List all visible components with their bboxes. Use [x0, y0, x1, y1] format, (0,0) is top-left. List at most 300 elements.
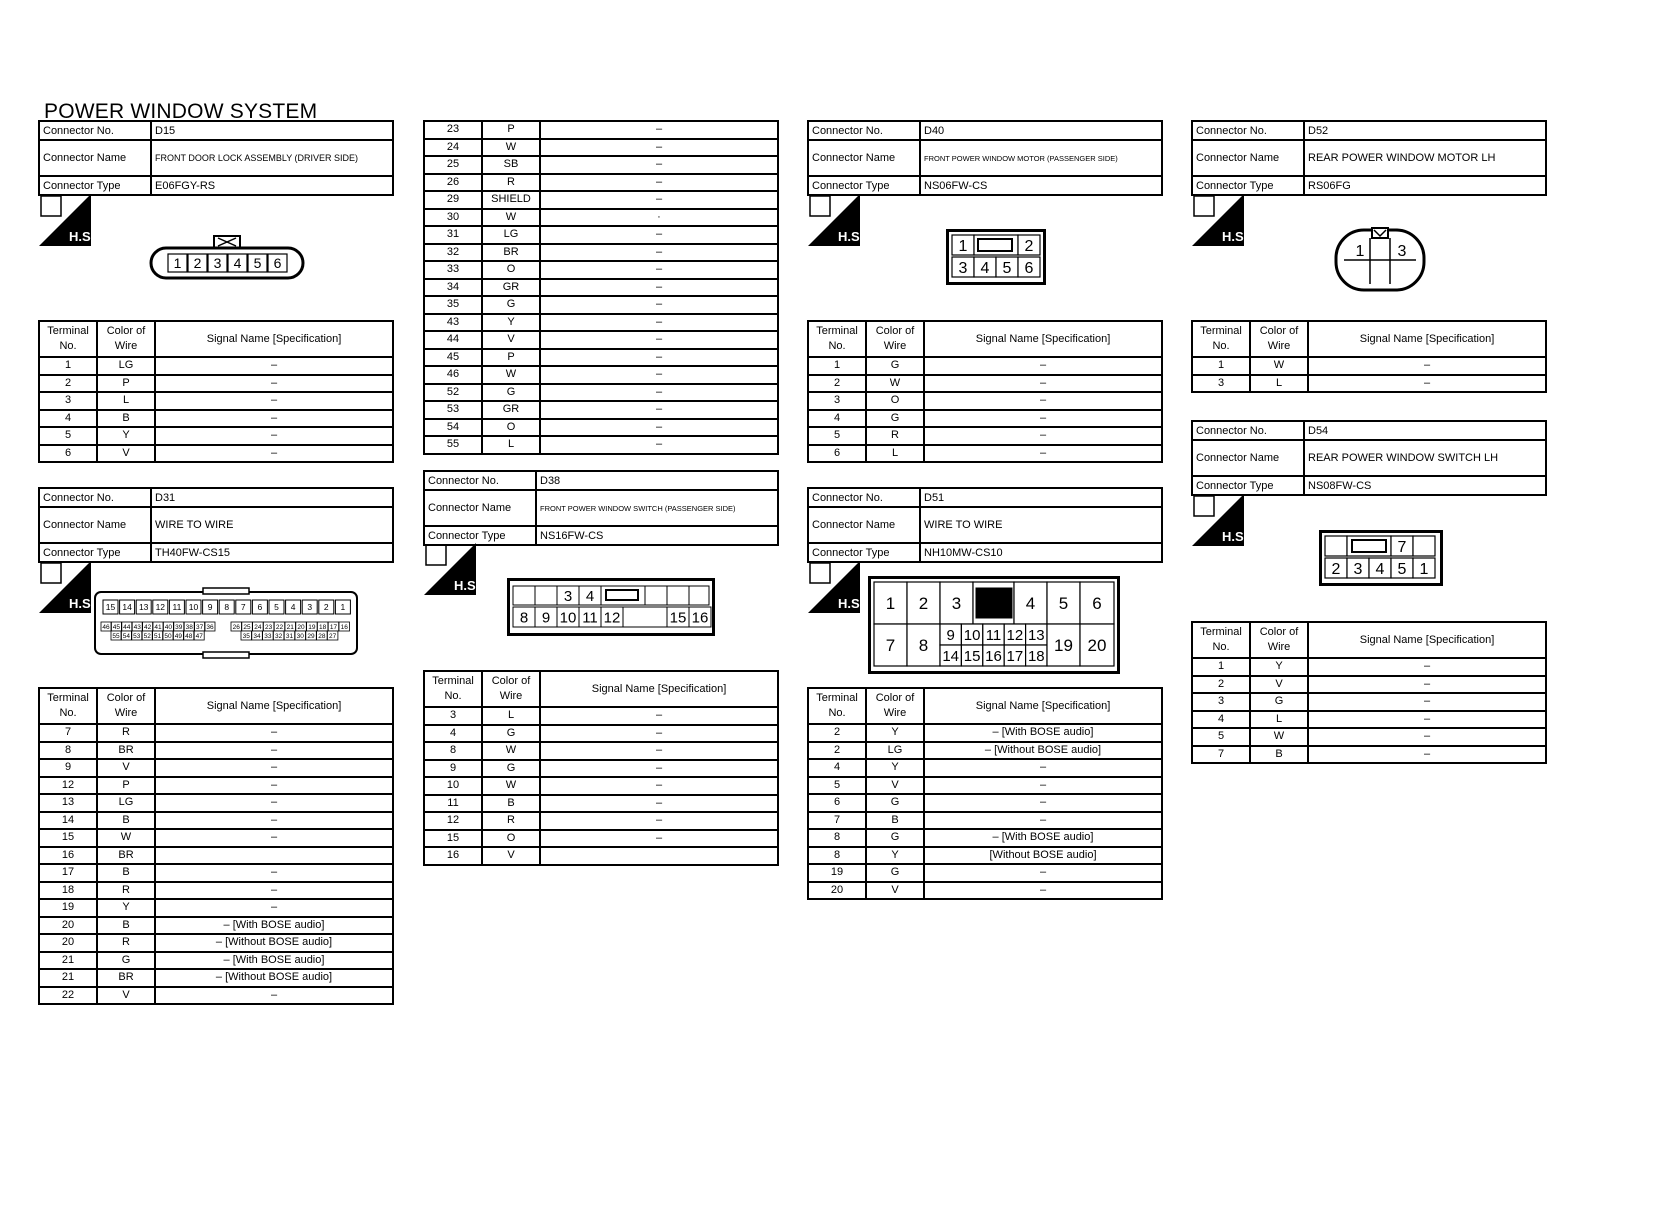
table-row [808, 812, 1162, 830]
pin-number: 42 [143, 623, 152, 631]
terminal-no-cell: 34 [424, 279, 482, 297]
pin-cavity [1413, 536, 1435, 556]
table-row [808, 724, 1162, 742]
svg-text:H.S.: H.S. [69, 596, 95, 611]
table-row [1192, 676, 1546, 694]
signal-name-cell: – [540, 314, 778, 332]
table-row [424, 436, 778, 454]
connector-name: REAR POWER WINDOW SWITCH LH [1304, 440, 1546, 476]
signal-name-cell: – [924, 375, 1162, 393]
pin-number: 29 [307, 632, 315, 640]
signal-name-cell: [Without BOSE audio] [924, 847, 1162, 865]
pin-number: 9 [207, 602, 213, 613]
signal-name-cell: – [155, 410, 393, 428]
wire-color-cell: O [482, 419, 540, 437]
harness-side-icon [39, 561, 95, 613]
pin-table [423, 670, 779, 866]
terminal-no-cell: 16 [39, 847, 97, 865]
terminal-no-cell: 24 [424, 139, 482, 157]
signal-header: Signal Name [Specification] [155, 321, 393, 357]
connector-d54-pins [1191, 621, 1547, 764]
table-row [1192, 357, 1546, 375]
svg-text:H.S.: H.S. [838, 596, 864, 611]
signal-header: Signal Name [Specification] [1308, 321, 1546, 357]
pin-number: 11 [985, 626, 1002, 644]
table-row [39, 392, 393, 410]
terminal-no-cell: 19 [808, 864, 866, 882]
wire-color-cell: O [482, 261, 540, 279]
table-row [808, 777, 1162, 795]
pin-number: 11 [582, 609, 598, 627]
connector-name: WIRE TO WIRE [920, 507, 1162, 543]
terminal-no-cell: 4 [808, 759, 866, 777]
terminal-no-cell: 5 [808, 777, 866, 795]
signal-name-cell: – [With BOSE audio] [924, 829, 1162, 847]
pin-number: 3 [958, 259, 968, 277]
terminal-no-cell: 4 [1192, 711, 1250, 729]
signal-name-cell: – [1308, 746, 1546, 764]
pin-table [1191, 621, 1547, 764]
terminal-no-cell: 23 [424, 121, 482, 139]
pin-number: 14 [122, 602, 132, 613]
terminal-no-cell: 14 [39, 812, 97, 830]
connector-d52-face [1334, 226, 1426, 292]
pin-number: 44 [123, 623, 131, 631]
signal-name-cell: – [155, 445, 393, 463]
wire-color-cell: P [482, 121, 540, 139]
terminal-no-cell: 5 [808, 427, 866, 445]
terminal-no-cell: 4 [808, 410, 866, 428]
table-row [424, 366, 778, 384]
terminal-no-cell: 3 [1192, 375, 1250, 393]
table-row [1192, 728, 1546, 746]
pin-number: 11 [172, 602, 182, 613]
pin-number: 40 [164, 623, 173, 631]
terminal-no-cell: 53 [424, 401, 482, 419]
signal-name-cell: – [540, 121, 778, 139]
connector-no: D15 [151, 121, 393, 140]
table-row [39, 724, 393, 742]
connector-d31-pins [38, 687, 394, 1005]
pin-number: 15 [963, 647, 981, 665]
connector-key [976, 588, 1012, 618]
signal-header: Signal Name [Specification] [540, 671, 778, 707]
connector-type-label: Connector Type [39, 543, 151, 562]
pin-number: 9 [541, 609, 551, 627]
pin-number: 10 [963, 626, 981, 644]
terminal-no-cell: 2 [808, 742, 866, 760]
pin-cavity [667, 586, 689, 605]
terminal-header: Terminal No. [39, 688, 97, 724]
table-row [39, 777, 393, 795]
signal-name-cell: – [155, 829, 393, 847]
table-row [424, 331, 778, 349]
pin-number: 17 [1006, 647, 1024, 665]
pin-number: 22 [275, 623, 284, 631]
table-row [424, 139, 778, 157]
signal-name-cell: – [924, 864, 1162, 882]
wire-color-cell: G [482, 296, 540, 314]
table-row [424, 401, 778, 419]
harness-side-icon [39, 194, 95, 246]
wire-color-cell: L [866, 445, 924, 463]
pin-number: 3 [563, 587, 573, 605]
table-row [424, 244, 778, 262]
table-row [39, 847, 393, 865]
terminal-no-cell: 1 [1192, 658, 1250, 676]
terminal-no-cell: 4 [39, 410, 97, 428]
wire-color-cell: V [866, 777, 924, 795]
wire-color-cell: SB [482, 156, 540, 174]
pin-number: 5 [1058, 594, 1069, 614]
terminal-no-cell: 13 [39, 794, 97, 812]
signal-name-cell: – [540, 760, 778, 778]
terminal-no-cell: 20 [39, 934, 97, 952]
terminal-no-cell: 6 [808, 794, 866, 812]
pin-number: 2 [918, 594, 929, 614]
connector-d54 [1191, 420, 1547, 496]
signal-name-cell: – [540, 244, 778, 262]
wire-color-cell: W [482, 209, 540, 227]
table-row [424, 279, 778, 297]
connector-d52 [1191, 120, 1547, 196]
pin-number: 6 [1092, 594, 1102, 614]
table-row [39, 410, 393, 428]
pin-number: 41 [154, 623, 162, 631]
signal-name-cell: – [540, 156, 778, 174]
wire-color-cell: B [97, 864, 155, 882]
terminal-no-cell: 15 [424, 830, 482, 848]
wire-color-cell: G [482, 725, 540, 743]
signal-name-cell: – [540, 725, 778, 743]
pin-number: 34 [253, 632, 261, 640]
pin-cavity [513, 586, 535, 605]
signal-name-cell: – [With BOSE audio] [924, 724, 1162, 742]
pin-number: 2 [323, 602, 329, 613]
wire-color-cell: R [97, 934, 155, 952]
pin-number: 18 [319, 623, 327, 631]
terminal-no-cell: 26 [424, 174, 482, 192]
pin-number: 45 [112, 623, 121, 631]
terminal-no-cell: 2 [808, 375, 866, 393]
connector-type: RS06FG [1304, 176, 1546, 195]
connector-name-label: Connector Name [39, 140, 151, 176]
pin-number: 28 [318, 632, 326, 640]
wire-color-cell: P [482, 349, 540, 367]
wire-color-cell: G [866, 357, 924, 375]
signal-name-cell: – [1308, 658, 1546, 676]
terminal-no-cell: 12 [39, 777, 97, 795]
pin-number: 32 [275, 632, 283, 640]
terminal-no-cell: 43 [424, 314, 482, 332]
signal-name-cell: – [Without BOSE audio] [155, 969, 393, 987]
table-row [424, 121, 778, 139]
pin-number: 5 [1397, 560, 1407, 578]
pin-number: 2 [1331, 560, 1341, 578]
table-row [808, 829, 1162, 847]
pin-number: 13 [138, 602, 149, 613]
signal-name-cell: – [155, 864, 393, 882]
wire-color-cell: R [97, 724, 155, 742]
signal-name-cell: – [540, 401, 778, 419]
signal-header: Signal Name [Specification] [1308, 622, 1546, 658]
wire-color-cell: V [97, 445, 155, 463]
wire-color-cell: W [97, 829, 155, 847]
pin-number: 2 [193, 255, 202, 272]
connector-name-label: Connector Name [1192, 140, 1304, 176]
table-row [808, 742, 1162, 760]
terminal-no-cell: 21 [39, 969, 97, 987]
connector-type-label: Connector Type [424, 526, 536, 545]
table-row [1192, 711, 1546, 729]
terminal-no-cell: 3 [1192, 693, 1250, 711]
signal-name-cell: – [540, 226, 778, 244]
pin-number: 10 [559, 609, 577, 627]
connector-d15-pins [38, 320, 394, 463]
terminal-no-cell: 35 [424, 296, 482, 314]
connector-name: WIRE TO WIRE [151, 507, 393, 543]
signal-name-cell: – [155, 812, 393, 830]
connector-info-table [807, 120, 1163, 196]
connector-d31-face [93, 588, 359, 658]
signal-name-cell: – [155, 777, 393, 795]
pin-number: 4 [585, 587, 595, 605]
connector-d15-face [148, 234, 306, 282]
signal-name-cell: – [Without BOSE audio] [155, 934, 393, 952]
color-header: Color of Wire [866, 688, 924, 724]
table-row [39, 987, 393, 1005]
table-row [808, 357, 1162, 375]
wire-color-cell: GR [482, 279, 540, 297]
pin-number: 43 [133, 623, 141, 631]
terminal-no-cell: 16 [424, 847, 482, 865]
connector-no-label: Connector No. [808, 488, 920, 507]
harness-side-icon [424, 543, 480, 595]
table-row [39, 794, 393, 812]
wire-color-cell: O [866, 392, 924, 410]
wire-color-cell: W [1250, 728, 1308, 746]
terminal-no-cell: 3 [424, 707, 482, 725]
wire-color-cell: R [482, 812, 540, 830]
wire-color-cell: G [866, 864, 924, 882]
pin-number: 4 [1025, 594, 1036, 614]
table-row [39, 882, 393, 900]
wire-color-cell: V [97, 987, 155, 1005]
terminal-no-cell: 52 [424, 384, 482, 402]
table-row [424, 812, 778, 830]
wire-color-cell: G [482, 760, 540, 778]
signal-name-cell: – [1308, 676, 1546, 694]
connector-name-label: Connector Name [1192, 440, 1304, 476]
connector-info-table [1191, 120, 1547, 196]
table-row [39, 917, 393, 935]
table-row [424, 419, 778, 437]
table-row [39, 864, 393, 882]
pin-table [807, 687, 1163, 900]
connector-d51-pins [807, 687, 1163, 900]
signal-name-cell: – [1308, 357, 1546, 375]
terminal-no-cell: 17 [39, 864, 97, 882]
terminal-no-cell: 31 [424, 226, 482, 244]
signal-name-cell: – [924, 777, 1162, 795]
signal-name-cell: – [540, 436, 778, 454]
color-header: Color of Wire [97, 321, 155, 357]
table-row [424, 830, 778, 848]
terminal-no-cell: 1 [808, 357, 866, 375]
pin-number: 19 [1054, 636, 1073, 656]
pin-number: 36 [206, 623, 214, 631]
wire-color-cell: Y [866, 847, 924, 865]
table-row [424, 174, 778, 192]
connector-no: D51 [920, 488, 1162, 507]
wire-color-cell: B [866, 812, 924, 830]
color-header: Color of Wire [482, 671, 540, 707]
terminal-no-cell: 45 [424, 349, 482, 367]
pin-number: 25 [243, 623, 251, 631]
connector-no: D38 [536, 471, 778, 490]
signal-name-cell: – [540, 366, 778, 384]
signal-name-cell: – [Without BOSE audio] [924, 742, 1162, 760]
pin-number: 8 [918, 636, 929, 656]
connector-d51-face [868, 576, 1120, 674]
signal-name-cell [155, 847, 393, 865]
pin-number: 16 [340, 623, 348, 631]
pin-number: 7 [240, 602, 246, 613]
pin-number: 8 [224, 602, 230, 613]
signal-name-cell: – [155, 899, 393, 917]
pin-number: 1 [885, 594, 896, 614]
table-row [39, 969, 393, 987]
terminal-no-cell: 9 [39, 759, 97, 777]
wire-color-cell: Y [866, 759, 924, 777]
signal-header: Signal Name [Specification] [924, 688, 1162, 724]
connector-d40-face [946, 229, 1046, 285]
pin-number: 1 [340, 602, 346, 613]
terminal-no-cell: 2 [808, 724, 866, 742]
harness-side-icon [1192, 194, 1248, 246]
terminal-no-cell: 20 [808, 882, 866, 900]
signal-name-cell [540, 847, 778, 865]
wire-color-cell: L [1250, 711, 1308, 729]
table-row [424, 226, 778, 244]
wire-color-cell: L [482, 707, 540, 725]
wire-color-cell: GR [482, 401, 540, 419]
svg-text:H.S.: H.S. [454, 578, 480, 593]
connector-d54-face [1319, 530, 1443, 586]
terminal-no-cell: 3 [39, 392, 97, 410]
pin-number: 1 [1419, 560, 1429, 578]
wire-color-cell: BR [97, 742, 155, 760]
color-header: Color of Wire [866, 321, 924, 357]
wire-color-cell: Y [1250, 658, 1308, 676]
signal-name-cell: – [155, 357, 393, 375]
wire-color-cell: Y [482, 314, 540, 332]
wire-color-cell: G [97, 952, 155, 970]
table-row [424, 707, 778, 725]
terminal-no-cell: 29 [424, 191, 482, 209]
signal-name-cell: – [540, 795, 778, 813]
wire-color-cell: O [482, 830, 540, 848]
terminal-no-cell: 12 [424, 812, 482, 830]
pin-number: 12 [155, 602, 166, 613]
signal-name-cell: – [540, 419, 778, 437]
terminal-no-cell: 8 [808, 829, 866, 847]
wire-color-cell: LG [482, 226, 540, 244]
table-row [39, 899, 393, 917]
connector-no-label: Connector No. [424, 471, 536, 490]
table-row [424, 384, 778, 402]
pin-number: 9 [946, 626, 955, 644]
connector-no-label: Connector No. [808, 121, 920, 140]
terminal-no-cell: 30 [424, 209, 482, 227]
pin-number: 15 [669, 609, 687, 627]
connector-no-label: Connector No. [39, 488, 151, 507]
table-row [39, 829, 393, 847]
table-row [808, 392, 1162, 410]
pin-number: 26 [232, 623, 240, 631]
wire-color-cell: G [866, 410, 924, 428]
table-row [808, 427, 1162, 445]
pin-number: 4 [980, 259, 990, 277]
pin-table [1191, 320, 1547, 393]
signal-name-cell: – [924, 812, 1162, 830]
pin-number: 16 [985, 647, 1002, 665]
pin-number: 24 [254, 623, 262, 631]
signal-name-cell: – [540, 742, 778, 760]
pin-number: 12 [1006, 626, 1024, 644]
wire-color-cell: BR [482, 244, 540, 262]
table-row [1192, 746, 1546, 764]
signal-name-cell: – [1308, 375, 1546, 393]
harness-side-icon [808, 194, 864, 246]
signal-name-cell: – [540, 777, 778, 795]
pin-number: 53 [133, 632, 141, 640]
signal-name-cell: – [924, 427, 1162, 445]
table-row [424, 296, 778, 314]
pin-table [38, 320, 394, 463]
pin-number: 5 [253, 255, 262, 272]
signal-header: Signal Name [Specification] [924, 321, 1162, 357]
terminal-header: Terminal No. [808, 321, 866, 357]
pin-number: 4 [233, 255, 242, 272]
wire-color-cell: V [97, 759, 155, 777]
signal-name-cell: – [155, 987, 393, 1005]
pin-number: 6 [1024, 259, 1034, 277]
connector-d31 [38, 487, 394, 563]
terminal-no-cell: 5 [39, 427, 97, 445]
pin-number: 46 [102, 623, 110, 631]
terminal-header: Terminal No. [1192, 321, 1250, 357]
pin-number: 39 [175, 623, 183, 631]
table-row [39, 952, 393, 970]
pin-number: 3 [1397, 243, 1407, 260]
pin-number: 49 [174, 632, 183, 640]
svg-text:H.S.: H.S. [69, 229, 95, 244]
connector-name: FRONT POWER WINDOW SWITCH (PASSENGER SIDE) [536, 490, 778, 526]
table-row [39, 427, 393, 445]
terminal-no-cell: 46 [424, 366, 482, 384]
terminal-header: Terminal No. [424, 671, 482, 707]
pin-number: 55 [112, 632, 120, 640]
terminal-no-cell: 2 [39, 375, 97, 393]
connector-type: NH10MW-CS10 [920, 543, 1162, 562]
connector-type: TH40FW-CS15 [151, 543, 393, 562]
connector-no-label: Connector No. [1192, 121, 1304, 140]
pin-number: 20 [297, 623, 305, 631]
signal-name-cell: – [924, 882, 1162, 900]
table-row [424, 725, 778, 743]
signal-name-cell: – [540, 191, 778, 209]
